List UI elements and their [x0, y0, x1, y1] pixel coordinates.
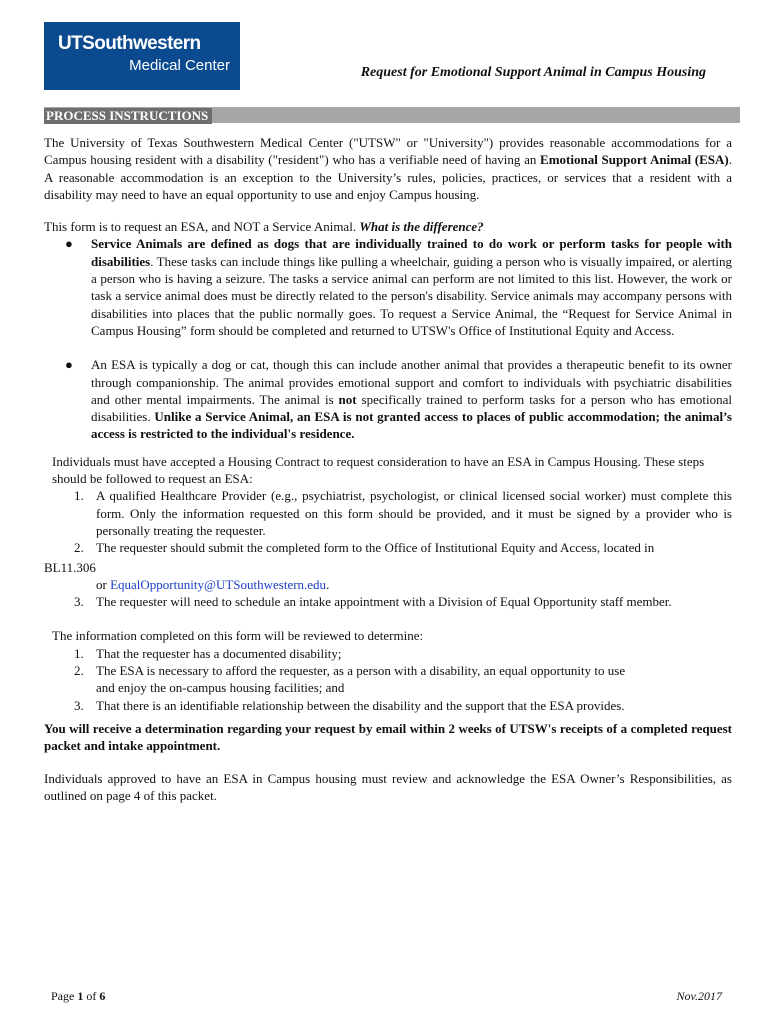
page-number: Page 1 of 6 [51, 989, 106, 1003]
determination-notice: You will receive a determination regarding your request by email within 2 weeks of UTSW's receipts of a completed request packet and intake appointment. [44, 720, 732, 754]
bullet-icon: ● [65, 357, 73, 373]
section-header-bar [44, 107, 740, 123]
review-item: 1. That the requester has a documented disability; [74, 645, 342, 661]
review-item: 2. The ESA is necessary to afford the requester, as a person with a disability, an equal opportunity to use and enjoy the on-campus housing facilities; and [74, 663, 626, 696]
document-body [44, 134, 732, 804]
revision-date: Nov.2017 [676, 989, 722, 1003]
esa-bullet: ● An ESA is typically a dog or cat, though this can include another animal that provides a therapeutic benefit to its owner through companionship. The animal provides emotional support and comfort to individuals with psychiatric disabilities and other mental impairments. The animal is not specifically trained to perform tasks for a person who has emotional disabilities. Unlike a Service Animal, an ESA is not granted access to places of public accommodation; the animal’s access is restricted to the individual's residence. [65, 357, 732, 442]
steps-intro: Individuals must have accepted a Housing Contract to request consideration to have an ESA in Campus Housing. These steps should be followed to request an ESA: [52, 453, 705, 487]
closing-paragraph: Individuals approved to have an ESA in Campus housing must review and acknowledge the ESA Owner’s Responsibilities, as outlined on page 4 of this packet. [44, 770, 732, 803]
review-item: 3. That there is an identifiable relationship between the disability and the support that the ESA provides. [74, 697, 625, 713]
step-item: 3. The requester will need to schedule an intake appointment with a Division of Equal Opportunity staff member. [74, 594, 672, 610]
email-line: or EqualOpportunity@UTSouthwestern.edu. [96, 576, 330, 592]
step-item: 2. The requester should submit the completed form to the Office of Institutional Equity and Access, located in [74, 540, 655, 556]
document-title: Request for Emotional Support Animal in Campus Housing [360, 65, 706, 80]
review-criteria-list [44, 645, 732, 714]
email-link[interactable]: EqualOpportunity@UTSouthwestern.edu [110, 576, 327, 592]
intro-paragraph: The University of Texas Southwestern Medical Center ("UTSW" or "University") provides reasonable accommodations for a Campus housing resident with a disability ("resident") who has a verifiable need of having an Emotional Support Animal (ESA). A reasonable accommodation is an exception to the University’s rules, policies, practices, or services that a resident with a disability may need to have an equal opportunity to use and enjoy Campus housing. [44, 135, 732, 202]
service-animal-bullet: ● Service Animals are defined as dogs that are individually trained to do work or perform tasks for people with disabilities. These tasks can include things like pulling a wheelchair, guiding a person who is visually impaired, or alerting a person who is having a seizure. The tasks a service animal can perform are not limited to this list. However, the work or task a service animal does must be directly related to the person's disability. Service animals may accompany persons with disabilities into places that the public normally goes. To request a Service Animal, the “Request for Service Animal in Campus Housing” form should be completed and returned to UTSW's Office of Institutional Equity and Access. [65, 236, 732, 338]
office-location: BL11.306 [44, 559, 96, 575]
steps-list [44, 487, 732, 556]
animal-type-list [44, 235, 732, 442]
step-item: 1. A qualified Healthcare Provider (e.g., psychiatrist, psychologist, or clinical licensed social worker) must complete this form. Only the information requested on this form should be provided, and it must be signed by a provider who is personally treating the requester. [74, 488, 732, 538]
bullet-icon: ● [65, 236, 73, 252]
section-title: PROCESS INSTRUCTIONS [44, 108, 212, 124]
steps-list-continued [44, 593, 732, 610]
purpose-paragraph: This form is to request an ESA, and NOT a Service Animal. What is the difference? [44, 219, 484, 235]
ut-southwestern-logo: UTSouthwestern Medical Center [44, 22, 240, 90]
review-intro: The information completed on this form will be reviewed to determine: [52, 628, 424, 644]
